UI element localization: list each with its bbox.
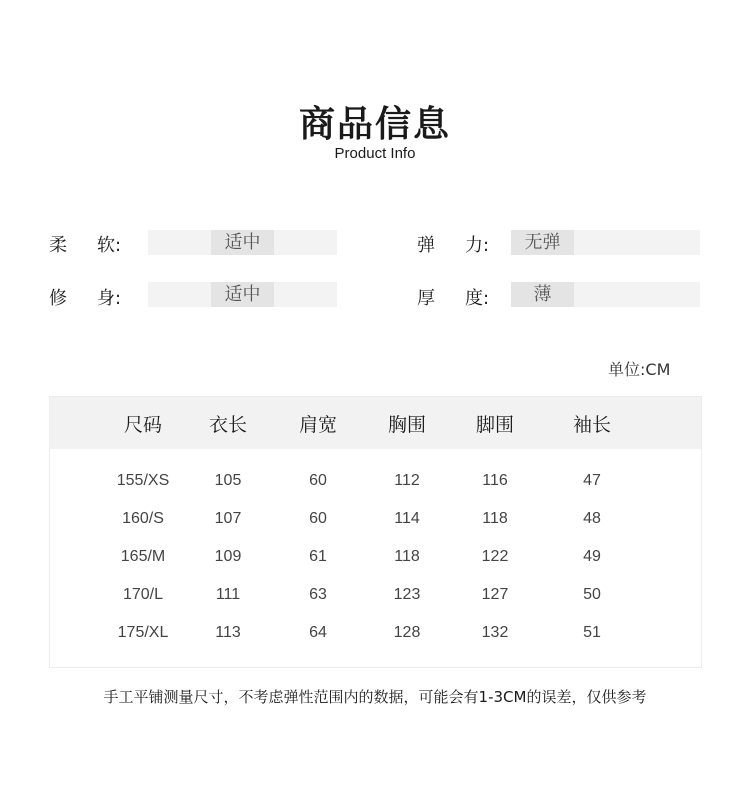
table-cell: 123 (393, 586, 421, 603)
table-cell: 160/S (122, 510, 164, 527)
softness-value: 适中 (211, 230, 274, 255)
table-cell: 122 (481, 548, 509, 565)
softness-label-char2: 软: (97, 235, 122, 256)
fit-label-char2: 身: (97, 288, 122, 309)
table-cell: 109 (214, 548, 242, 565)
table-cell: 51 (583, 624, 601, 641)
unit-label: 单位:CM (608, 360, 671, 379)
table-cell: 112 (394, 472, 420, 489)
size-table-header (50, 397, 701, 449)
size-table (49, 396, 702, 668)
elasticity-label (417, 231, 489, 257)
table-cell: 107 (214, 510, 242, 527)
table-cell: 50 (583, 586, 601, 603)
thickness-value: 薄 (511, 282, 574, 307)
table-cell: 60 (309, 510, 327, 527)
table-cell: 47 (583, 472, 601, 489)
table-cell: 116 (482, 472, 508, 489)
header-length: 衣长 (208, 414, 247, 436)
thickness-label (417, 284, 489, 310)
header-sleeve: 袖长 (572, 414, 611, 436)
table-cell: 49 (583, 548, 601, 565)
table-cell: 118 (394, 548, 420, 565)
table-cell: 60 (309, 472, 327, 489)
table-cell: 48 (583, 510, 601, 527)
table-cell: 61 (309, 548, 327, 565)
thickness-scale (511, 282, 700, 307)
thickness-label-char2: 度: (465, 288, 490, 309)
table-cell: 114 (394, 510, 420, 527)
softness-label-char1: 柔 (49, 235, 67, 256)
fit-scale (148, 282, 337, 307)
table-cell: 118 (482, 510, 508, 527)
table-cell: 155/XS (116, 472, 170, 489)
page-subtitle: Product Info (334, 145, 416, 162)
header-shoulder: 肩宽 (298, 414, 337, 436)
table-cell: 105 (214, 472, 242, 489)
softness-scale (148, 230, 337, 255)
header-hem: 脚围 (475, 414, 514, 436)
softness-label (49, 231, 121, 257)
table-cell: 170/L (122, 586, 164, 603)
header-chest: 胸围 (387, 414, 426, 436)
table-cell: 113 (215, 624, 241, 641)
header-size: 尺码 (123, 414, 162, 436)
table-cell: 132 (481, 624, 509, 641)
table-cell: 64 (309, 624, 327, 641)
page-title: 商品信息 (298, 104, 451, 145)
fit-label (49, 284, 121, 310)
table-cell: 128 (393, 624, 421, 641)
table-cell: 127 (481, 586, 509, 603)
thickness-label-char1: 厚 (417, 288, 435, 309)
table-cell: 111 (215, 586, 241, 603)
table-cell: 63 (309, 586, 327, 603)
table-cell: 165/M (120, 548, 166, 565)
fit-label-char1: 修 (49, 288, 67, 309)
elasticity-value: 无弹 (511, 230, 574, 255)
elasticity-scale (511, 230, 700, 255)
table-cell: 175/XL (117, 624, 169, 641)
elasticity-label-char2: 力: (465, 235, 490, 256)
elasticity-label-char1: 弹 (417, 235, 435, 256)
fit-value: 适中 (211, 282, 274, 307)
measurement-footnote: 手工平铺测量尺寸，不考虑弹性范围内的数据，可能会有1-3CM的误差，仅供参考 (103, 688, 647, 706)
